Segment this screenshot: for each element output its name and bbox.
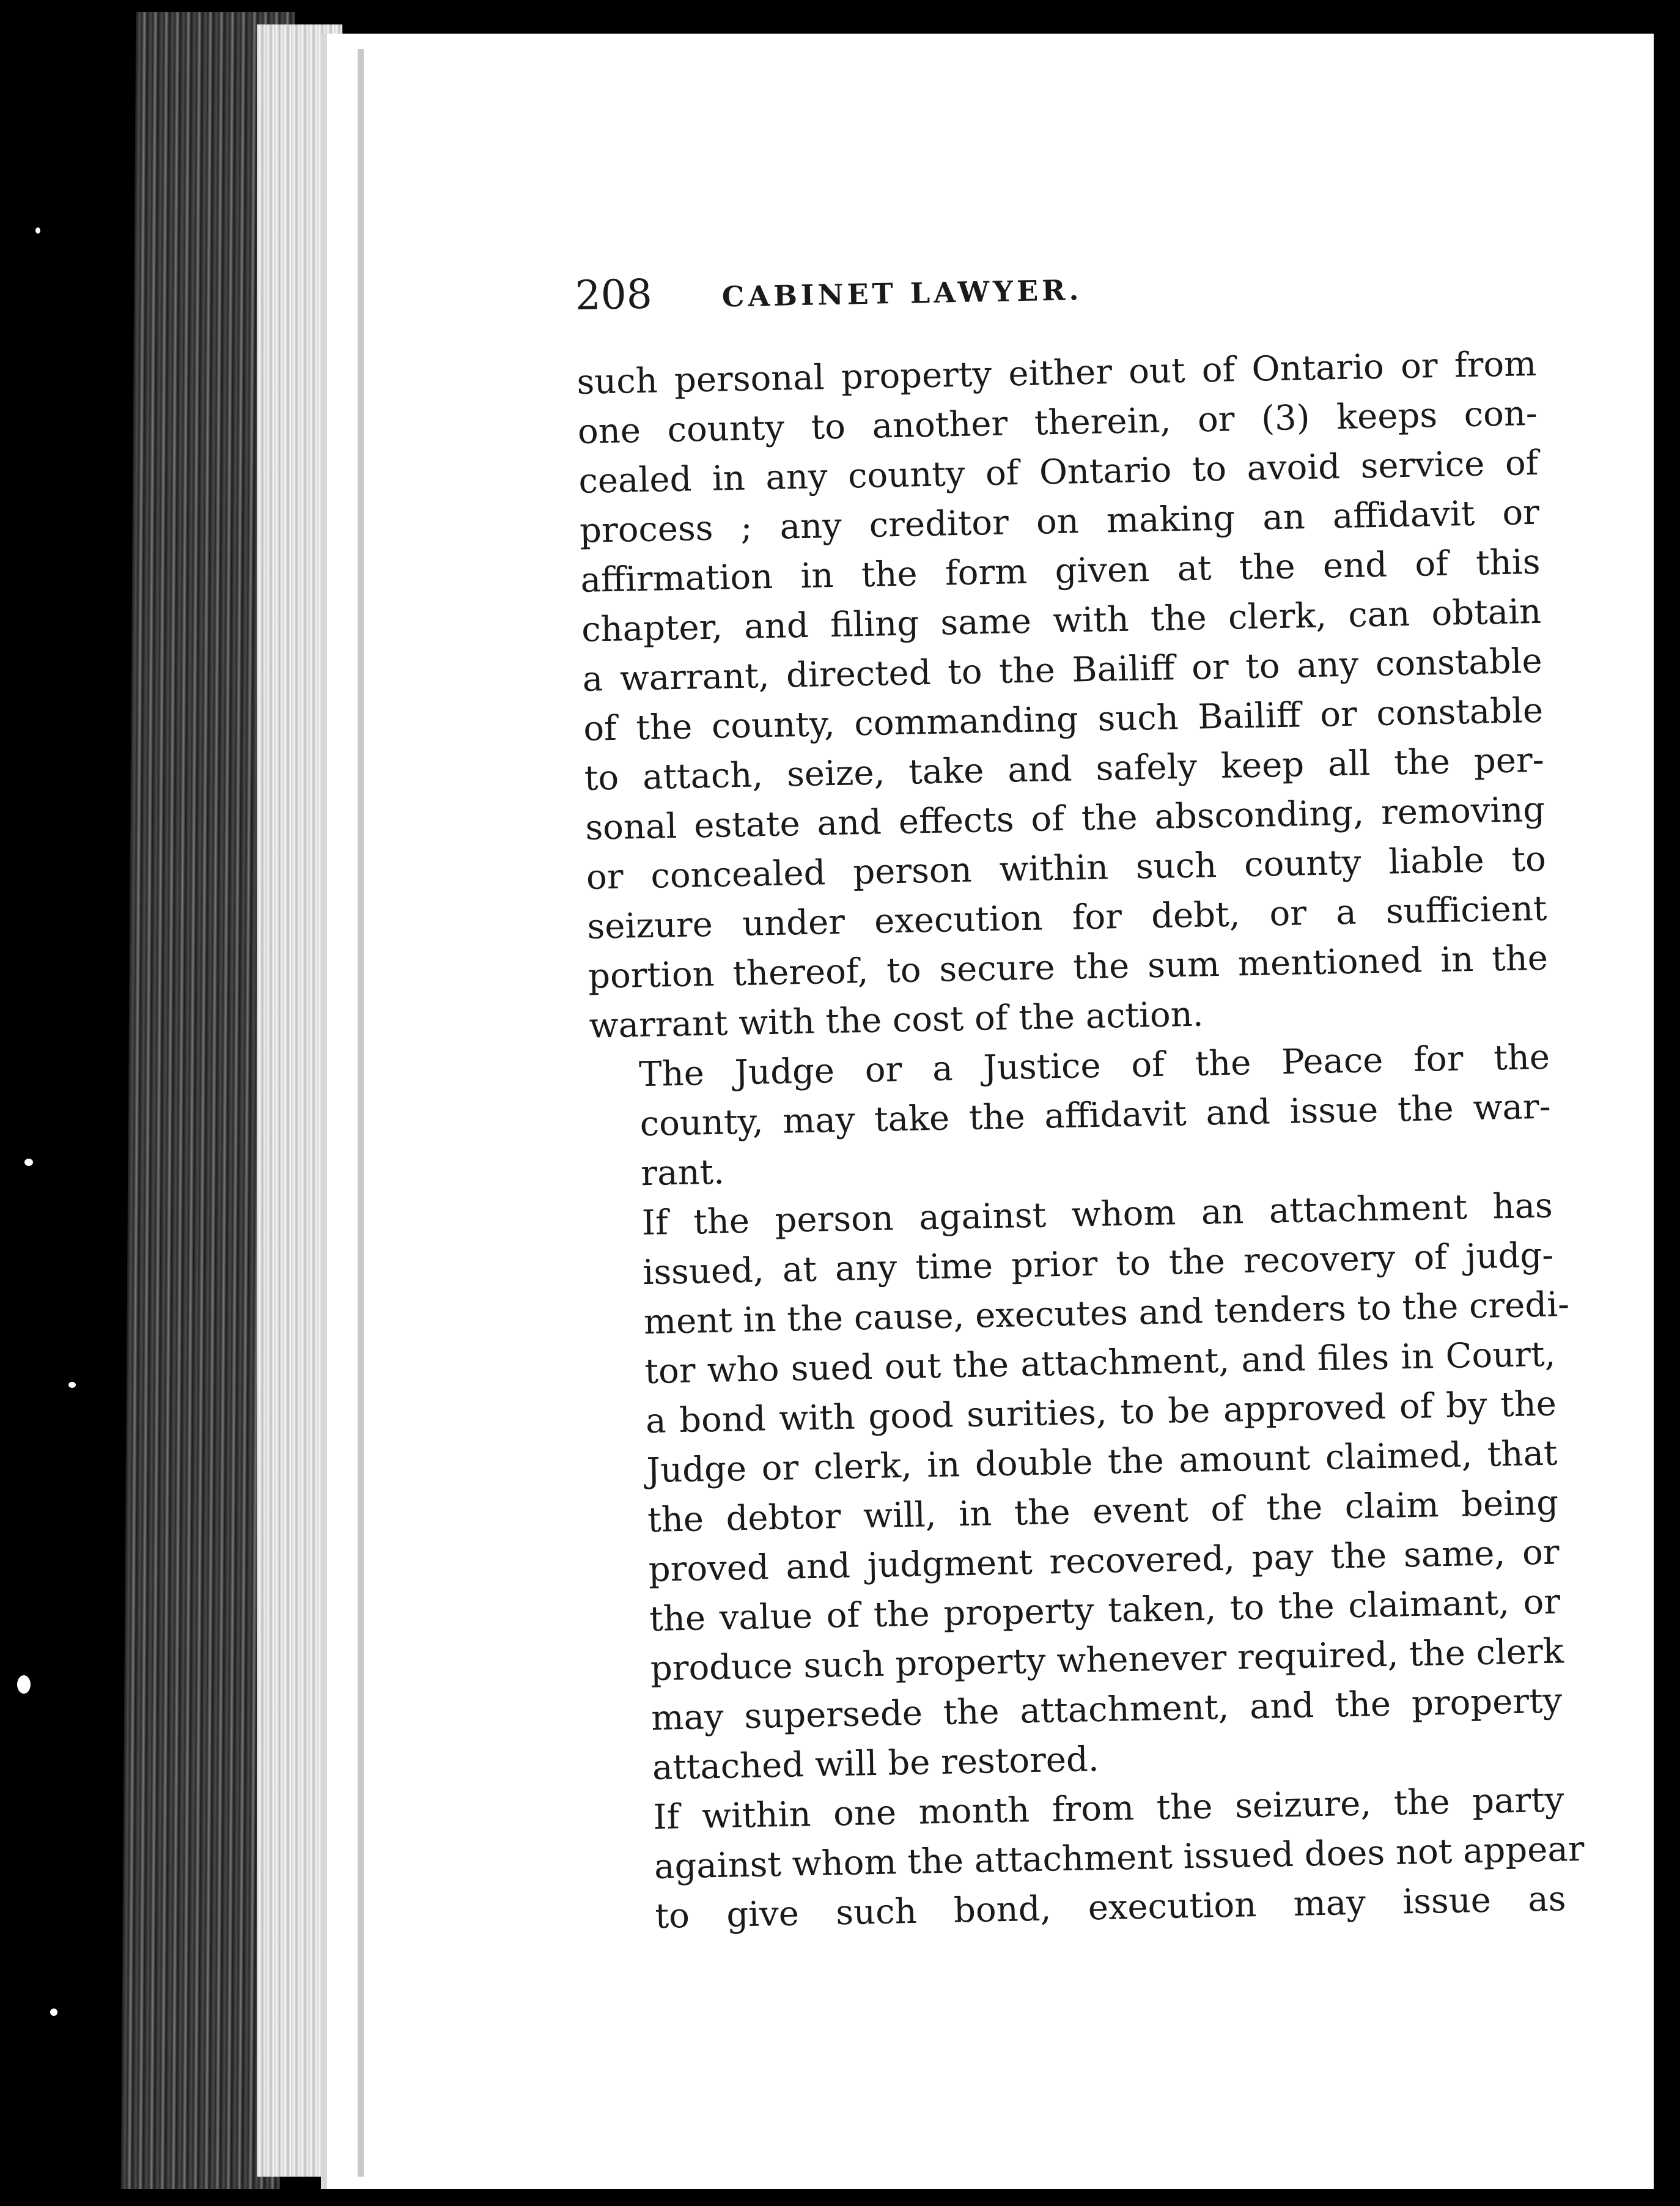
dust-speck — [50, 2009, 57, 2016]
text-line: warrant with the cost of the action. — [589, 994, 1204, 1046]
dust-speck — [17, 1675, 31, 1694]
text-line: may supersede the attachment, and the property — [650, 1681, 1563, 1739]
text-line: affirmation in the form given at the end of this — [580, 542, 1541, 600]
page-text — [575, 254, 1585, 1942]
text-line: to attach, seize, take and safely keep all the per- — [584, 740, 1545, 799]
text-line: ment in the cause, executes and tenders to the credi- — [643, 1285, 1570, 1343]
page-number: 208 — [575, 270, 653, 319]
text-line: seizure under execution for debt, or a sufficient — [586, 888, 1547, 947]
text-line: issued, at any time prior to the recovery of judg- — [642, 1235, 1554, 1293]
paragraph — [604, 1775, 1585, 1942]
text-line: the value of the property taken, to the claimant, or — [649, 1582, 1561, 1640]
text-line: If the person against whom an attachment has — [641, 1186, 1553, 1244]
text-line: process ; any creditor on making an affidavit or — [579, 492, 1540, 551]
dust-speck — [35, 227, 40, 234]
text-line: The Judge or a Justice of the Peace for the — [638, 1037, 1550, 1095]
text-line: to give such bond, execution may issue as — [655, 1879, 1567, 1936]
text-line: county, may take the affidavit and issue the war- — [639, 1086, 1552, 1145]
text-line: one county to another therein, or (3) keeps con- — [577, 393, 1538, 452]
text-line: portion thereof, to secure the sum mentioned in the — [588, 938, 1549, 997]
paragraph — [577, 339, 1549, 1051]
paragraph — [589, 1033, 1552, 1200]
text-line: the debtor will, in the event of the claim being — [647, 1483, 1559, 1541]
text-line: cealed in any county of Ontario to avoid service of — [578, 443, 1539, 501]
dust-speck — [68, 1382, 76, 1388]
paragraph — [592, 1181, 1570, 1794]
running-title: CABINET LAWYER. — [721, 273, 1083, 314]
text-line: Judge or clerk, in double the amount claimed, that — [646, 1433, 1558, 1491]
text-line: chapter, and filing same with the clerk, can obtain — [581, 591, 1542, 650]
text-line: rant. — [640, 1152, 725, 1194]
text-line: tor who sued out the attachment, and files in Court, — [644, 1334, 1556, 1392]
text-line: a bond with good surities, to be approved of by the — [645, 1384, 1557, 1442]
text-line: of the county, commanding such Bailiff or constable — [583, 690, 1544, 749]
text-line: sonal estate and effects of the absconding, removing — [584, 789, 1546, 848]
page-fold-edge — [358, 49, 364, 2177]
text-line: If within one month from the seizure, the party — [652, 1780, 1564, 1837]
text-line: attached will be restored. — [652, 1739, 1100, 1788]
text-line: a warrant, directed to the Bailiff or to any constable — [582, 641, 1543, 699]
text-line: or concealed person within such county liable to — [586, 839, 1547, 898]
text-line: produce such property whenever required, the clerk — [650, 1631, 1564, 1689]
text-line: such personal property either out of Ontario or from — [576, 344, 1537, 402]
dust-speck — [24, 1159, 33, 1166]
text-line: against whom the attachment issued does not appear — [654, 1829, 1585, 1887]
text-line: proved and judgment recovered, pay the same, or — [648, 1532, 1560, 1590]
body-text — [576, 339, 1585, 1942]
